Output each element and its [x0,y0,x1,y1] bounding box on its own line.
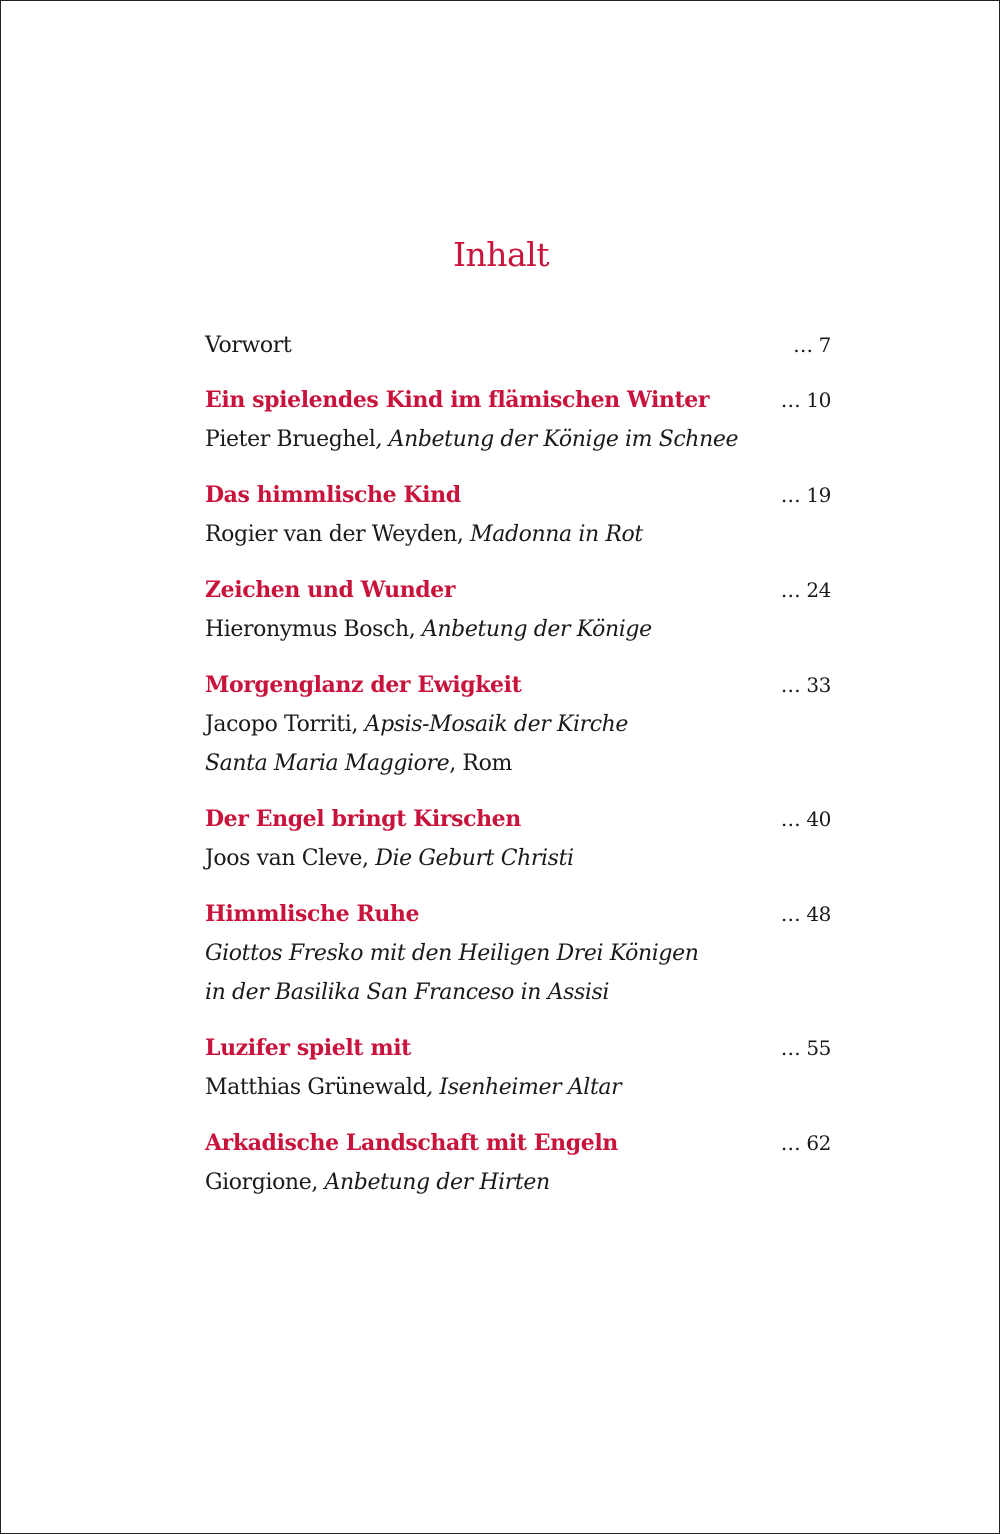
toc-entry [205,800,831,878]
artwork-credit-line [205,839,831,878]
artwork-credit-line [205,973,831,1012]
chapter-title: Vorwort [205,333,292,358]
chapter-title: Morgenglanz der Ewigkeit [205,672,522,698]
artist-name: Jacopo Torriti, [205,712,365,737]
artwork-credit-line [205,1163,831,1202]
artist-name: Matthias Grünewald [205,1075,427,1100]
page-number: … 48 [780,902,831,926]
page-number: … 55 [780,1036,831,1060]
artwork-title: Madonna in Rot [470,522,643,547]
page-title: Inhalt [452,235,550,274]
page-number: … 7 [793,333,831,357]
page-number: … 19 [780,483,831,507]
artwork-credit-line [205,744,831,783]
artwork-title: Giottos Fresko mit den Heiligen Drei Königen [205,941,699,966]
toc-entry-heading-line [205,895,831,934]
artist-name: , Rom [449,751,512,776]
artwork-credit-line [205,420,831,459]
chapter-title: Das himmlische Kind [205,482,461,508]
table-of-contents [205,326,831,1219]
toc-entry-heading-line [205,1029,831,1068]
toc-entry [205,476,831,554]
toc-entry [205,571,831,649]
artwork-credit-line [205,515,831,554]
toc-entry [205,1124,831,1202]
artist-name: Hieronymus Bosch, [205,617,422,642]
artist-name: Rogier van der Weyden, [205,522,471,547]
toc-entry-heading-line [205,381,831,420]
artwork-credit-line [205,705,831,744]
artwork-title: , Anbetung der Könige im Schnee [375,427,739,452]
page-number: … 40 [780,807,831,831]
artwork-title: in der Basilika San Franceso in Assisi [205,980,610,1005]
toc-entry [205,381,831,459]
toc-entry-heading-line [205,476,831,515]
chapter-title: Ein spielendes Kind im flämischen Winter [205,387,710,413]
artwork-title: Santa Maria Maggiore [205,751,450,776]
artwork-credit-line [205,934,831,973]
artist-name: Joos van Cleve, [205,846,376,871]
toc-entry [205,895,831,1012]
chapter-title: Der Engel bringt Kirschen [205,806,521,832]
artist-name: Giorgione, [205,1170,325,1195]
chapter-title: Luzifer spielt mit [205,1035,411,1061]
artist-name: Pieter Brueghel [205,427,376,452]
artwork-credit-line [205,1068,831,1107]
toc-entry [205,326,831,365]
chapter-title: Himmlische Ruhe [205,901,420,927]
chapter-title: Zeichen und Wunder [205,577,456,603]
page-number: … 10 [780,388,831,412]
toc-entry-heading-line [205,800,831,839]
toc-entry-heading-line [205,1124,831,1163]
page-number: … 62 [780,1131,831,1155]
toc-entry [205,1029,831,1107]
chapter-title: Arkadische Landschaft mit Engeln [205,1130,618,1156]
toc-entry-heading-line [205,326,831,365]
toc-entry [205,666,831,783]
artwork-title: Apsis-Mosaik der Kirche [364,712,629,737]
artwork-title: Die Geburt Christi [375,846,574,871]
page-number: … 24 [780,578,831,602]
toc-entry-heading-line [205,666,831,705]
artwork-title: Anbetung der Könige [421,617,652,642]
page-number: … 33 [780,673,831,697]
artwork-title: Anbetung der Hirten [324,1170,550,1195]
artwork-title: , Isenheimer Altar [426,1075,622,1100]
toc-entry-heading-line [205,571,831,610]
artwork-credit-line [205,610,831,649]
